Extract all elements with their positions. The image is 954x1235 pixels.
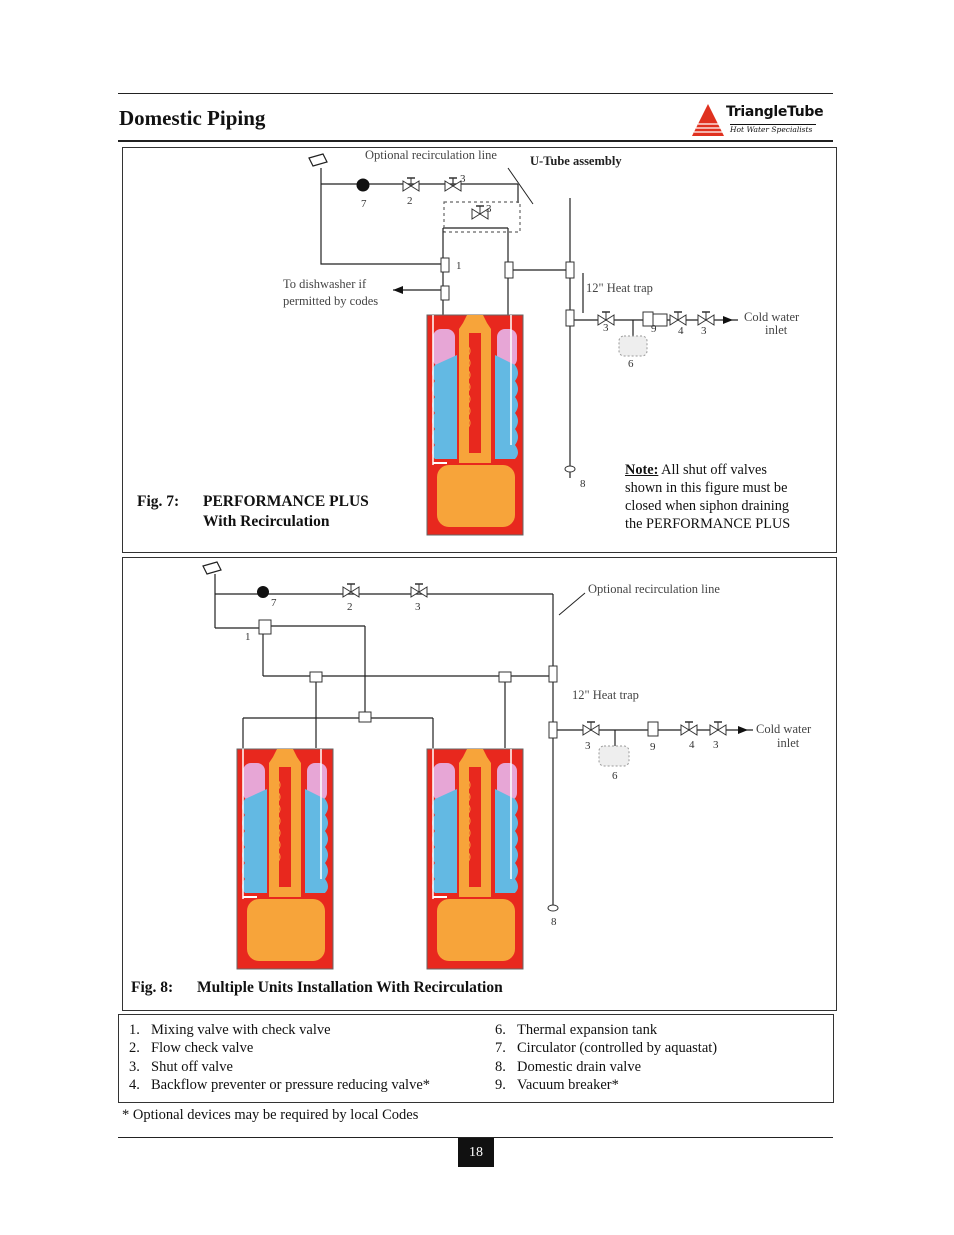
note-line-2: shown in this figure must be: [625, 480, 788, 496]
svg-text:3: 3: [415, 601, 421, 613]
legend-item: 3. Shut off valve: [129, 1058, 233, 1075]
svg-text:7: 7: [271, 597, 277, 609]
fig8-number: Fig. 8:: [131, 979, 174, 996]
logo-tagline: Hot Water Specialists: [730, 124, 816, 134]
svg-text:3: 3: [603, 322, 609, 334]
note-label: Note:: [625, 462, 659, 478]
fig7-caption-line1: PERFORMANCE PLUS: [203, 493, 369, 510]
logo-triangle-icon: [690, 102, 726, 138]
fig7-note: [625, 461, 790, 533]
legend-box: [118, 1014, 834, 1103]
page-number: 18: [458, 1138, 494, 1167]
label-heat-trap: 12" Heat trap: [586, 281, 653, 295]
svg-text:9: 9: [650, 741, 656, 753]
svg-text:2: 2: [407, 195, 413, 207]
label-heat-trap: 12" Heat trap: [572, 688, 639, 702]
svg-text:3: 3: [713, 739, 719, 751]
label-cold-water-1: Cold water: [756, 722, 812, 736]
label-recirc-line: Optional recirculation line: [365, 148, 497, 162]
label-cold-water-1: Cold water: [744, 310, 800, 324]
svg-text:2: 2: [347, 601, 353, 613]
legend-item: 1. Mixing valve with check valve: [129, 1022, 331, 1038]
note-line-4: the PERFORMANCE PLUS: [625, 516, 791, 532]
note-line-3: closed when siphon draining: [625, 498, 789, 514]
svg-text:4: 4: [678, 325, 684, 337]
figure-8: [122, 557, 837, 1011]
page-title: Domestic Piping: [119, 106, 266, 130]
svg-text:8: 8: [580, 478, 586, 490]
legend-item: 8. Domestic drain valve: [495, 1058, 642, 1075]
label-utube: U-Tube assembly: [530, 154, 622, 168]
legend-item: 4. Backflow preventer or pressure reducing valve*: [129, 1077, 431, 1094]
svg-text:3: 3: [460, 173, 466, 185]
svg-text:6: 6: [628, 358, 634, 370]
legend-item: 7. Circulator (controlled by aquastat): [495, 1040, 718, 1057]
svg-text:7: 7: [361, 198, 367, 210]
legend-left: [129, 1021, 430, 1095]
logo-name: TriangleTube: [726, 104, 824, 120]
svg-text:1: 1: [245, 631, 251, 643]
svg-text:9: 9: [651, 323, 657, 335]
label-recirc-line: Optional recirculation line: [588, 582, 720, 596]
legend-item: 6. Thermal expansion tank: [495, 1022, 658, 1038]
legend-item: 2. Flow check valve: [129, 1040, 254, 1057]
logo: [690, 102, 824, 138]
fig7-number: Fig. 7:: [137, 493, 180, 510]
legend-item: 9. Vacuum breaker*: [495, 1077, 619, 1094]
label-dishwasher-2: permitted by codes: [283, 294, 379, 308]
label-cold-water-2: inlet: [765, 323, 788, 337]
top-rule: [118, 93, 833, 94]
header-rule: [118, 140, 833, 142]
footnote: * Optional devices may be required by local Codes: [122, 1107, 419, 1123]
fig7-caption-line2: With Recirculation: [203, 513, 330, 530]
svg-text:4: 4: [689, 739, 695, 751]
label-dishwasher-1: To dishwasher if: [283, 277, 367, 291]
svg-text:8: 8: [551, 916, 557, 928]
svg-text:6: 6: [612, 770, 618, 782]
figure-8-diagram: [123, 558, 836, 1010]
label-cold-water-2: inlet: [777, 736, 800, 750]
svg-text:3: 3: [701, 325, 707, 337]
legend-right: [495, 1021, 717, 1095]
figure-7: [122, 147, 837, 553]
svg-text:1: 1: [456, 260, 462, 272]
svg-text:3: 3: [585, 740, 591, 752]
fig8-caption: Multiple Units Installation With Recirculation: [197, 979, 503, 996]
svg-text:3: 3: [486, 203, 492, 215]
note-line-1: All shut off valves: [661, 462, 767, 478]
